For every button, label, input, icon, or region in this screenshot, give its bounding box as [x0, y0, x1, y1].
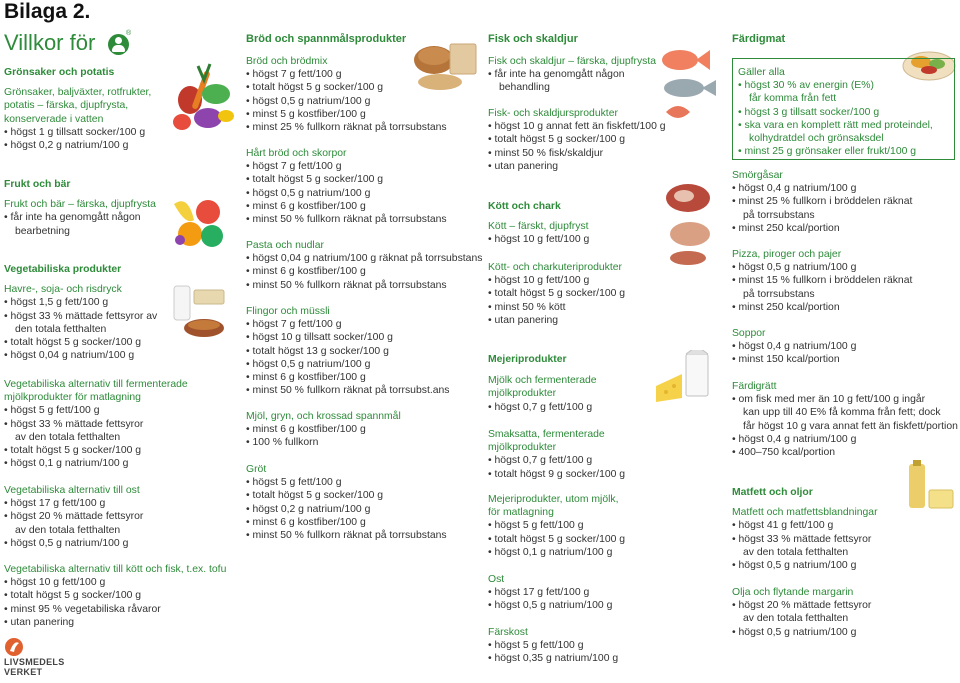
- list-item: • högst 5 g fett/100 g: [4, 404, 234, 417]
- appendix-title: Bilaga 2.: [4, 0, 91, 23]
- section-flavoured-dairy: Smaksatta, fermenterade mjölkprodukter • högst 0,7 g fett/100 g • totalt högst 9 g socker/100 g: [488, 428, 663, 481]
- section-cream-cheese: Färskost • högst 5 g fett/100 g • högst 0,35 g natrium/100 g: [488, 626, 663, 666]
- list-item: på torrsubstans: [743, 209, 815, 221]
- column-title: Färdigmat: [732, 33, 786, 45]
- section-fruits: Frukt och bär Frukt och bär – färska, djupfrysta • får inte ha genomgått någon bearbetning: [4, 178, 169, 238]
- list-item: • högst 0,04 g natrium/100 g räknat på torrsubstans: [246, 252, 484, 265]
- section-pasta: Pasta och nudlar • högst 0,04 g natrium/100 g räknat på torrsubstans • minst 6 g kostfiber/100 g • minst 50 % fullkorn räknat på torrsubstans: [246, 239, 484, 292]
- column-title: Fisk och skaldjur: [488, 33, 578, 45]
- list-item: • högst 0,5 g natrium/100 g: [4, 537, 234, 550]
- list-item: får högst 10 g vara annat fett än fiskfett/portion: [743, 420, 958, 432]
- section-pizza: Pizza, piroger och pajer • högst 0,5 g natrium/100 g • minst 15 % fullkorn i bröddelen räknat på torrsubstans • minst 250 kcal/portion: [732, 248, 957, 314]
- section-sandwiches: Smörgåsar • högst 0,4 g natrium/100 g • minst 25 % fullkorn i bröddelen räknat på torrsubstans • minst 250 kcal/portion: [732, 169, 957, 235]
- section-crispbread: Hårt bröd och skorpor • högst 7 g fett/100 g • totalt högst 5 g socker/100 g • högst 0,5 g natrium/100 g • minst 6 g kostfiber/100 g • minst 50 % fullkorn räknat på torrsubstans: [246, 147, 481, 226]
- list-item: • totalt högst 9 g socker/100 g: [488, 468, 663, 481]
- list-item: • högst 10 g annat fett än fiskfett/100 g: [488, 120, 723, 133]
- list-item: • minst 6 g kostfiber/100 g: [246, 200, 481, 213]
- list-item: av den totala fetthalten: [743, 613, 849, 625]
- fats-image: [901, 460, 957, 516]
- section-title: Grönsaker och potatis: [4, 67, 115, 78]
- list-item: • högst 7 g fett/100 g: [246, 318, 481, 331]
- section-meat: Kött och chark Kött – färskt, djupfryst • högst 10 g fett/100 g: [488, 200, 663, 247]
- list-item: • totalt högst 5 g socker/100 g: [4, 336, 172, 349]
- column-title: Bröd och spannmålsprodukter: [246, 33, 407, 45]
- section-vegetables: Grönsaker och potatis Grönsaker, baljväxter, rotfrukter, potatis – färska, djupfrysta, konserverade i vatten • högst 1 g tillsatt socker/100 g • högst 0,2 g natrium/100 g: [4, 66, 169, 152]
- meat-image: [662, 178, 720, 268]
- livsmedelsverket-logotext: LIVSMEDELS VERKET: [4, 657, 65, 677]
- section-plant-cooking: Vegetabiliska alternativ till fermenterade mjölkprodukter för matlagning • högst 5 g fett/100 g • högst 33 % mättade fettsyror av den totala fetthalten • totalt högst 5 g socker/100 g • högst 0,1 g natrium/100 g: [4, 378, 234, 470]
- list-item: • högst 0,7 g fett/100 g: [488, 454, 663, 467]
- list-item: • får inte ha genomgått någon: [488, 68, 663, 81]
- section-plant-meat: Vegetabiliska alternativ till kött och fisk, t.ex. tofu • högst 10 g fett/100 g • totalt högst 5 g socker/100 g • minst 95 % vegetabiliska råvaror • utan panering: [4, 563, 240, 629]
- section-cereals: Flingor och müssli • högst 7 g fett/100 g • högst 10 g tillsatt socker/100 g • totalt högst 13 g socker/100 g • högst 0,5 g natrium/100 g • minst 6 g kostfiber/100 g • minst 50 % fullkorn räknat på torrsubst.ans: [246, 305, 481, 397]
- list-item: den totala fetthalten: [15, 323, 107, 335]
- applies-all-box: [732, 58, 955, 160]
- list-item: • minst 15 % fullkorn i bröddelen räknat: [732, 274, 957, 287]
- section-fish-products: Fisk- och skaldjursprodukter • högst 10 g annat fett än fiskfett/100 g • totalt högst 5 g socker/100 g • minst 50 % fisk/skaldjur • utan panering: [488, 107, 723, 173]
- section-title: Vegetabiliska produkter: [4, 264, 122, 275]
- section-bread: Bröd och brödmix • högst 7 g fett/100 g • totalt högst 5 g socker/100 g • högst 0,5 g natrium/100 g • minst 5 g kostfiber/100 g • minst 25 % fullkorn räknat på torrsubstans: [246, 55, 481, 134]
- list-item: • totalt högst 5 g socker/100 g: [488, 133, 723, 146]
- list-item: • högst 0,5 g natrium/100 g: [246, 95, 481, 108]
- list-item: • högst 17 g fett/100 g: [4, 497, 234, 510]
- list-item: • högst 0,4 g natrium/100 g: [732, 340, 957, 353]
- section-fresh-fish: Fisk och skaldjur – färska, djupfrysta • får inte ha genomgått någon behandling: [488, 55, 663, 95]
- list-item: • minst 6 g kostfiber/100 g: [246, 371, 481, 384]
- vegetables-image: [168, 56, 238, 136]
- section-flour: Mjöl, gryn, och krossad spannmål • minst 6 g kostfiber/100 g • 100 % fullkorn: [246, 410, 481, 450]
- section-porridge: Gröt • högst 5 g fett/100 g • totalt högst 5 g socker/100 g • högst 0,2 g natrium/100 g • minst 6 g kostfiber/100 g • minst 50 % fullkorn räknat på torrsubstans: [246, 463, 481, 542]
- list-item: • totalt högst 5 g socker/100 g: [246, 81, 481, 94]
- plant-drink-image: [168, 280, 230, 342]
- list-item: • högst 5 g fett/100 g: [488, 519, 663, 532]
- list-item: • minst 50 % fisk/skaldjur: [488, 147, 723, 160]
- list-item: • minst 50 % kött: [488, 301, 663, 314]
- list-item: • totalt högst 5 g socker/100 g: [246, 489, 481, 502]
- list-item: • om fisk med mer än 10 g fett/100 g ingår: [732, 393, 960, 406]
- list-item: • minst 25 g grönsaker eller frukt/100 g: [738, 145, 949, 158]
- list-item: • högst 10 g fett/100 g: [488, 274, 663, 287]
- list-item: • högst 17 g fett/100 g: [488, 586, 663, 599]
- list-item: • högst 41 g fett/100 g: [732, 519, 907, 532]
- list-item: • högst 7 g fett/100 g: [246, 68, 481, 81]
- list-item: bearbetning: [15, 225, 70, 237]
- list-item: • högst 0,2 g natrium/100 g: [246, 503, 481, 516]
- list-item: kan upp till 40 E% få komma från fett; dock: [743, 407, 941, 419]
- list-item: • högst 0,1 g natrium/100 g: [4, 457, 234, 470]
- list-item: • högst 0,5 g natrium/100 g: [732, 559, 907, 572]
- section-title: Kött och chark: [488, 201, 561, 212]
- list-item: • högst 3 g tillsatt socker/100 g: [738, 106, 949, 119]
- list-item: • totalt högst 5 g socker/100 g: [4, 444, 234, 457]
- list-item: • minst 95 % vegetabiliska råvaror: [4, 603, 240, 616]
- fish-image: [658, 38, 720, 128]
- keyhole-person-icon: [108, 34, 129, 55]
- list-item: • högst 0,2 g natrium/100 g: [4, 139, 169, 152]
- list-item: • högst 0,4 g natrium/100 g: [732, 182, 957, 195]
- list-item: av den totala fetthalten: [15, 524, 121, 536]
- list-item: • minst 25 % fullkorn räknat på torrsubstans: [246, 121, 481, 134]
- list-item: • utan panering: [488, 160, 723, 173]
- list-item: • högst 10 g tillsatt socker/100 g: [246, 331, 481, 344]
- section-title: Frukt och bär: [4, 179, 71, 190]
- column-fish-meat-dairy: [486, 0, 726, 683]
- list-item: • utan panering: [4, 616, 240, 629]
- list-item: • totalt högst 13 g socker/100 g: [246, 345, 481, 358]
- section-title: Mejeriprodukter: [488, 354, 567, 365]
- list-item: • högst 33 % mättade fettsyror: [732, 533, 907, 546]
- list-item: av den totala fetthalten: [743, 546, 849, 558]
- list-item: • ska vara en komplett rätt med proteindel,: [738, 119, 949, 132]
- list-item: • högst 30 % av energin (E%): [738, 79, 949, 92]
- section-fats: Matfett och oljor Matfett och matfettsblandningar • högst 41 g fett/100 g • högst 33 % mättade fettsyror av den totala fetthalten • högst 0,5 g natrium/100 g: [732, 486, 907, 572]
- livsmedelsverket-logo: [4, 637, 26, 657]
- list-item: • högst 5 g fett/100 g: [246, 476, 481, 489]
- section-ready-dish: Färdigrätt • om fisk med mer än 10 g fett/100 g ingår kan upp till 40 E% få komma från fett; dock får högst 10 g vara annat fett än fiskfett/portion • högst 0,4 g natrium/100 g • 400–750 kcal/portion: [732, 380, 960, 459]
- list-item: får komma från fett: [749, 93, 837, 105]
- list-item: • minst 50 % fullkorn räknat på torrsubstans: [246, 279, 484, 292]
- list-item: • högst 0,4 g natrium/100 g: [732, 433, 960, 446]
- list-item: • minst 150 kcal/portion: [732, 353, 957, 366]
- bread-image: [410, 34, 482, 94]
- list-item: • högst 0,5 g natrium/100 g: [732, 626, 957, 639]
- list-item: • högst 0,5 g natrium/100 g: [246, 187, 481, 200]
- list-item: • högst 0,5 g natrium/100 g: [488, 599, 663, 612]
- list-item: • högst 7 g fett/100 g: [246, 160, 481, 173]
- section-title: Matfett och oljor: [732, 487, 813, 498]
- section-cheese: Ost • högst 17 g fett/100 g • högst 0,5 g natrium/100 g: [488, 573, 663, 613]
- list-item: • 100 % fullkorn: [246, 436, 481, 449]
- list-item: • högst 10 g fett/100 g: [4, 576, 240, 589]
- list-item: • högst 0,35 g natrium/100 g: [488, 652, 663, 665]
- registered-mark: ®: [126, 30, 132, 37]
- column-vegetables: [0, 0, 240, 683]
- list-item: på torrsubstans: [743, 288, 815, 300]
- list-item: • högst 33 % mättade fettsyror: [4, 418, 234, 431]
- list-item: • högst 1 g tillsatt socker/100 g: [4, 126, 169, 139]
- list-item: • högst 0,1 g natrium/100 g: [488, 546, 663, 559]
- list-item: • högst 5 g fett/100 g: [488, 639, 663, 652]
- column-bread: [243, 0, 483, 683]
- list-item: • minst 50 % fullkorn räknat på torrsubstans: [246, 213, 481, 226]
- box-heading: Gäller alla: [738, 67, 785, 78]
- list-item: • totalt högst 5 g socker/100 g: [488, 287, 663, 300]
- list-item: • totalt högst 5 g socker/100 g: [488, 533, 663, 546]
- list-item: • högst 20 % mättade fettsyror: [4, 510, 234, 523]
- list-item: • minst 250 kcal/portion: [732, 222, 957, 235]
- section-plant-products: Vegetabiliska produkter Havre-, soja- och risdryck • högst 1,5 g fett/100 g • högst 33 % mättade fettsyror av den totala fetthalten • totalt högst 5 g socker/100 g • högst 0,04 g natrium/100 g: [4, 263, 172, 362]
- list-item: • högst 0,04 g natrium/100 g: [4, 349, 172, 362]
- conditions-title: Villkor för: [4, 30, 96, 55]
- section-dairy-milk: Mejeriprodukter Mjölk och fermenterade mjölkprodukter • högst 0,7 g fett/100 g: [488, 353, 663, 414]
- list-item: • får inte ha genomgått någon: [4, 211, 169, 224]
- list-item: • 400–750 kcal/portion: [732, 446, 960, 459]
- list-item: av den totala fetthalten: [15, 431, 121, 443]
- list-item: • högst 10 g fett/100 g: [488, 233, 663, 246]
- dairy-image: [652, 350, 722, 406]
- list-item: • minst 25 % fullkorn i bröddelen räknat: [732, 195, 957, 208]
- list-item: • högst 0,7 g fett/100 g: [488, 401, 663, 414]
- list-item: • totalt högst 5 g socker/100 g: [4, 589, 240, 602]
- list-item: • högst 33 % mättade fettsyror av: [4, 310, 172, 323]
- list-item: • högst 0,5 g natrium/100 g: [732, 261, 957, 274]
- list-item: • minst 6 g kostfiber/100 g: [246, 423, 481, 436]
- list-item: • minst 50 % fullkorn räknat på torrsubstans: [246, 529, 481, 542]
- section-plant-cheese: Vegetabiliska alternativ till ost • högst 17 g fett/100 g • högst 20 % mättade fettsyror av den totala fetthalten • högst 0,5 g natrium/100 g: [4, 484, 234, 550]
- list-item: • högst 1,5 g fett/100 g: [4, 296, 172, 309]
- list-item: • utan panering: [488, 314, 663, 327]
- list-item: • minst 5 g kostfiber/100 g: [246, 108, 481, 121]
- list-item: • totalt högst 5 g socker/100 g: [246, 173, 481, 186]
- section-meat-products: Kött- och charkuteriprodukter • högst 10 g fett/100 g • totalt högst 5 g socker/100 g • minst 50 % kött • utan panering: [488, 261, 663, 327]
- list-item: kolhydratdel och grönsaksdel: [749, 133, 884, 145]
- list-item: • minst 6 g kostfiber/100 g: [246, 265, 484, 278]
- section-oils: Olja och flytande margarin • högst 20 % mättade fettsyror av den totala fetthalten • högst 0,5 g natrium/100 g: [732, 586, 957, 639]
- fruits-image: [168, 190, 228, 252]
- list-item: • minst 50 % fullkorn räknat på torrsubst.ans: [246, 384, 481, 397]
- list-item: • minst 6 g kostfiber/100 g: [246, 516, 481, 529]
- list-item: • högst 0,5 g natrium/100 g: [246, 358, 481, 371]
- list-item: behandling: [499, 82, 550, 94]
- section-cooking-dairy: Mejeriprodukter, utom mjölk, för matlagning • högst 5 g fett/100 g • totalt högst 5 g socker/100 g • högst 0,1 g natrium/100 g: [488, 493, 663, 559]
- list-item: • minst 250 kcal/portion: [732, 301, 957, 314]
- section-soups: Soppor • högst 0,4 g natrium/100 g • minst 150 kcal/portion: [732, 327, 957, 367]
- list-item: • högst 20 % mättade fettsyror: [732, 599, 957, 612]
